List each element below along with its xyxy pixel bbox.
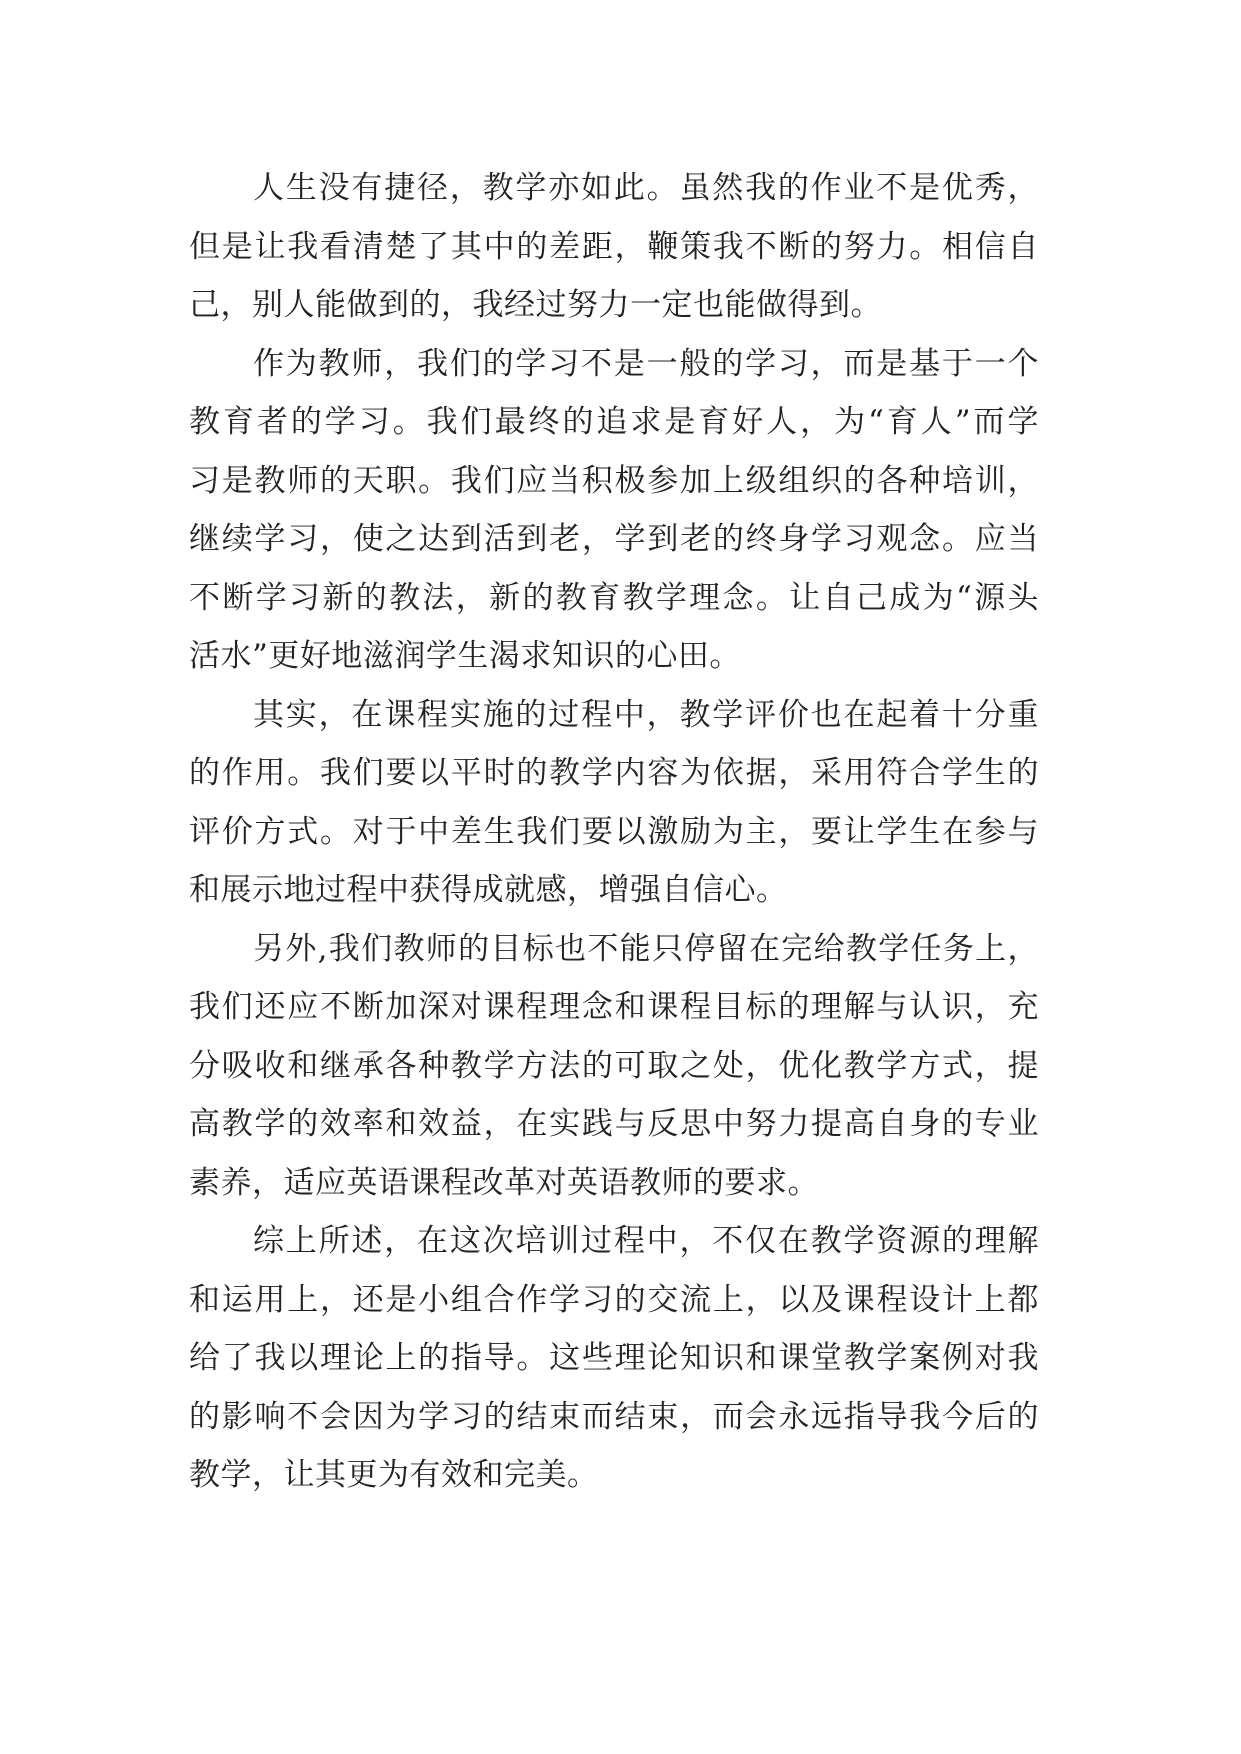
text-line: 我们还应不断加深对课程理念和课程目标的理解与认识，充 <box>189 989 1039 1025</box>
text-line: 教学，让其更为有效和完美。 <box>189 1457 599 1493</box>
text-line: 素养，适应英语课程改革对英语教师的要求。 <box>189 1164 819 1201</box>
text-line: 作为教师，我们的学习不是一般的学习，而是基于一个 <box>253 345 1039 382</box>
text-line: 人生没有捷径，教学亦如此。虽然我的作业不是优秀， <box>253 170 1039 206</box>
text-line: 和运用上，还是小组合作学习的交流上，以及课程设计上都 <box>189 1281 1039 1318</box>
text-line: 不断学习新的教法，新的教育教学理念。让自己成为“源头 <box>189 579 1039 616</box>
text-line: 习是教师的天职。我们应当积极参加上级组织的各种培训， <box>189 462 1039 499</box>
text-line: 己，别人能做到的，我经过努力一定也能做得到。 <box>189 287 882 323</box>
text-line: 其实，在课程实施的过程中，教学评价也在起着十分重 <box>253 696 1039 733</box>
text-line: 活水”更好地滋润学生渴求知识的心田。 <box>189 638 741 674</box>
text-line: 分吸收和继承各种教学方法的可取之处，优化教学方式，提 <box>189 1047 1039 1084</box>
paragraph-1 <box>189 159 1039 335</box>
text-line: 给了我以理论上的指导。这些理论知识和课堂教学案例对我 <box>189 1340 1039 1376</box>
text-line: 的作用。我们要以平时的教学内容为依据，采用符合学生的 <box>189 755 1039 791</box>
paragraph-4 <box>189 920 1039 1213</box>
text-line: 继续学习，使之达到活到老，学到老的终身学习观念。应当 <box>189 521 1039 557</box>
paragraph-5 <box>189 1212 1039 1505</box>
text-line: 综上所述，在这次培训过程中，不仅在教学资源的理解 <box>253 1223 1039 1259</box>
paragraph-2 <box>189 335 1039 686</box>
text-line: 另外,我们教师的目标也不能只停留在完给教学任务上， <box>253 930 1039 967</box>
text-line: 和展示地过程中获得成就感，增强自信心。 <box>189 872 788 908</box>
document-body <box>189 159 1039 1505</box>
paragraph-3 <box>189 686 1039 920</box>
text-line: 的影响不会因为学习的结束而结束，而会永远指导我今后的 <box>189 1398 1039 1435</box>
text-line: 教育者的学习。我们最终的追求是育好人，为“育人”而学 <box>189 404 1039 440</box>
text-line: 但是让我看清楚了其中的差距，鞭策我不断的努力。相信自 <box>189 228 1039 265</box>
text-line: 高教学的效率和效益，在实践与反思中努力提高自身的专业 <box>189 1106 1039 1142</box>
text-line: 评价方式。对于中差生我们要以激励为主，要让学生在参与 <box>189 813 1039 850</box>
